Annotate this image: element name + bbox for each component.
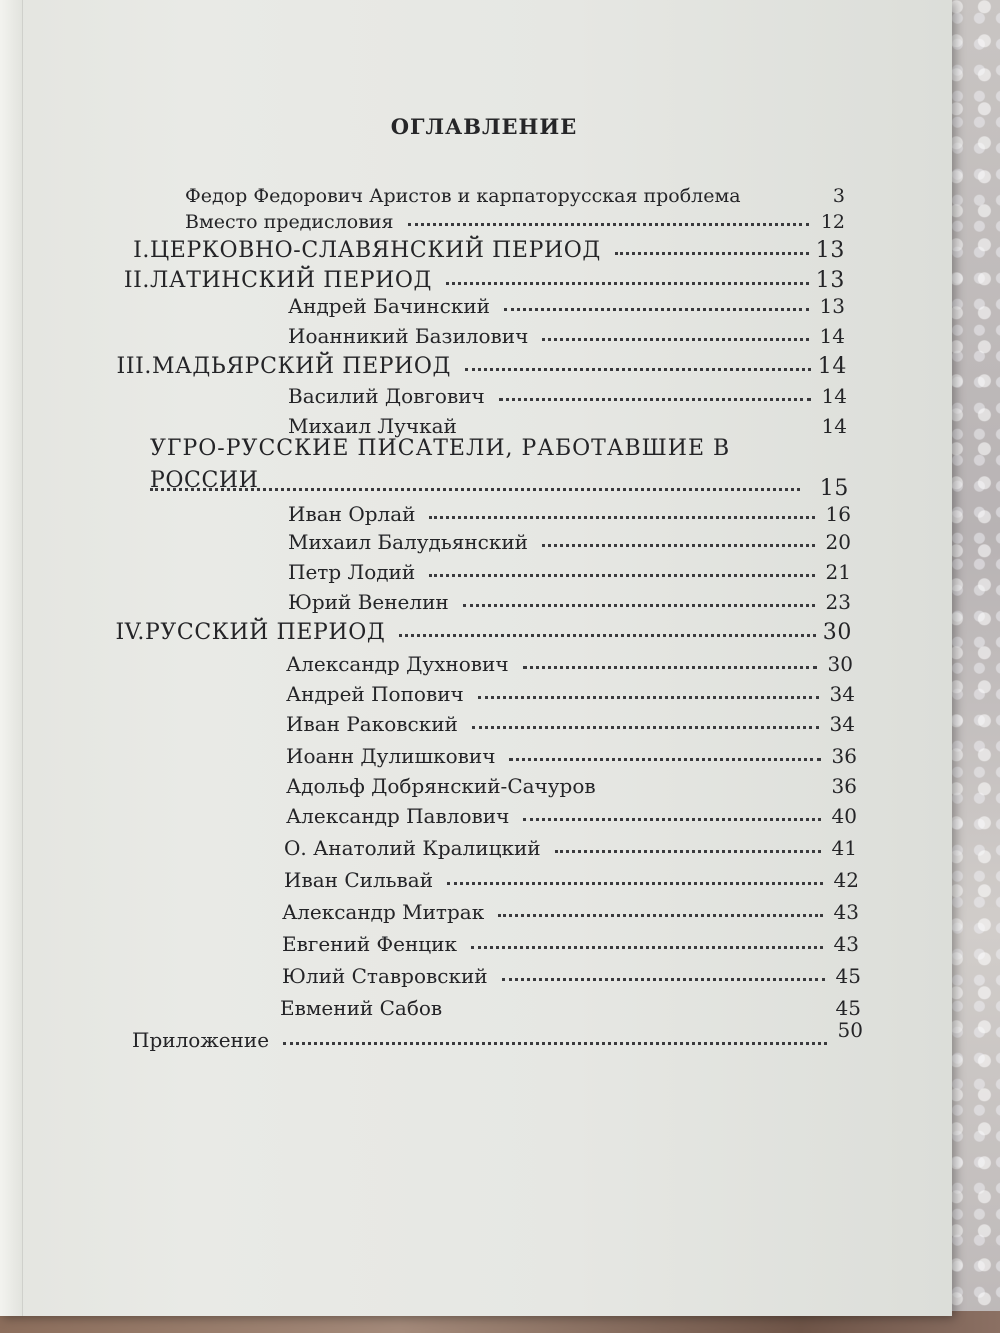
toc-entry-title: О. Анатолий Кралицкий	[284, 836, 541, 860]
toc-page-number: 36	[831, 744, 857, 768]
toc-entry-title: Федор Федорович Аристов и карпаторусская проблема	[185, 185, 741, 207]
toc-page-number: 34	[829, 682, 855, 706]
toc-entry-title: Александр Митрак	[282, 900, 485, 924]
toc-entry	[288, 290, 845, 318]
toc-page-number: 14	[817, 354, 847, 379]
toc-entry-title: Вместо предисловия	[185, 211, 394, 233]
toc-entry-title: Иоанникий Базилович	[288, 324, 529, 348]
toc-page-number: 13	[815, 268, 845, 293]
toc-entry-title: Андрей Бачинский	[288, 294, 490, 318]
toc-entry	[185, 180, 845, 207]
toc-entry	[288, 556, 851, 584]
toc-entry-title: Евмений Сабов	[280, 996, 443, 1020]
toc-page-number: 41	[831, 836, 857, 860]
toc-entry-title: ЛАТИНСКИЙ ПЕРИОД	[150, 268, 433, 293]
toc-section-number: IV.	[115, 620, 145, 645]
toc-entry	[284, 864, 859, 892]
toc-entry	[286, 648, 853, 676]
toc-entry	[288, 498, 851, 526]
toc-page-number: 20	[825, 530, 851, 554]
toc-entry	[288, 320, 845, 348]
toc-entry-title: Андрей Попович	[286, 682, 464, 706]
dot-leader	[610, 768, 821, 791]
dot-leader	[463, 584, 815, 607]
toc-page-number: 13	[815, 238, 845, 263]
toc-entry	[286, 800, 857, 828]
toc-entry-title: Александр Духнович	[286, 652, 509, 676]
toc-entry	[288, 526, 851, 554]
toc-page-number: 40	[831, 804, 857, 828]
toc-entry-title: Василий Довгович	[288, 384, 485, 408]
page-left-edge	[0, 0, 23, 1316]
toc-page-number: 21	[825, 560, 851, 584]
dot-leader	[399, 612, 816, 637]
toc-entry	[105, 614, 852, 645]
toc-section-number: II.	[123, 268, 150, 293]
dot-leader	[615, 230, 809, 255]
toc-entry	[130, 232, 845, 263]
toc-entry	[284, 832, 857, 860]
toc-entry-title: Александр Павлович	[286, 804, 510, 828]
toc-entry-title: Михаил Балудьянский	[288, 530, 529, 554]
dot-leader	[542, 524, 815, 547]
dot-leader	[429, 496, 815, 519]
toc-entry	[286, 770, 857, 798]
toc-entry-title: Михаил Лучкай	[288, 414, 457, 438]
dot-leader	[471, 926, 823, 949]
toc-entry	[282, 896, 859, 924]
toc-entry-title: ЦЕРКОВНО-СЛАВЯНСКИЙ ПЕРИОД	[150, 238, 601, 263]
dot-leader	[499, 378, 811, 401]
toc-entry	[286, 708, 855, 736]
dot-leader	[755, 178, 809, 200]
toc-page-number: 42	[833, 868, 859, 892]
toc-page-number: 13	[819, 294, 845, 318]
toc-page-number: 30	[822, 620, 852, 645]
toc-page-number: 30	[827, 652, 853, 676]
dot-leader	[523, 798, 821, 821]
dot-leader	[509, 738, 821, 761]
toc-entry	[288, 586, 851, 614]
toc-entry-title: Иоанн Дулишкович	[286, 744, 496, 768]
toc-page-number: 36	[831, 774, 857, 798]
toc-page-number: 3	[832, 185, 845, 207]
toc-entry-title: Юрий Венелин	[288, 590, 449, 614]
toc-entry-title: Адольф Добрянский-Сачуров	[286, 774, 596, 798]
dot-leader	[478, 676, 819, 699]
dot-leader	[456, 990, 825, 1013]
toc-entry	[286, 678, 855, 706]
toc-page-number: 12	[820, 211, 845, 233]
toc-page-number: 14	[821, 414, 847, 438]
toc-entry	[282, 960, 861, 988]
toc-section-number: III.	[116, 354, 152, 379]
toc-page-number: 34	[829, 712, 855, 736]
dot-leader	[471, 408, 811, 431]
toc-page-number: 43	[833, 900, 859, 924]
dot-leader	[429, 554, 815, 577]
dot-leader	[502, 958, 825, 981]
dot-leader	[283, 1022, 827, 1045]
toc-entry	[288, 380, 847, 408]
toc-page-number: 15	[819, 476, 849, 501]
toc-page-number: 23	[825, 590, 851, 614]
toc-page-number: 14	[821, 384, 847, 408]
toc-entry-title: МАДЬЯРСКИЙ ПЕРИОД	[152, 354, 452, 379]
toc-page-number: 14	[819, 324, 845, 348]
toc-page-number: 50	[837, 1018, 863, 1042]
toc-entry	[288, 410, 847, 438]
dot-leader	[472, 706, 819, 729]
dot-leader	[446, 260, 809, 285]
dot-leader	[447, 862, 823, 885]
toc-entry-title: РУССКИЙ ПЕРИОД	[145, 620, 386, 645]
dot-leader	[498, 894, 823, 917]
toc-entry	[132, 1018, 863, 1052]
toc-section-number: I.	[133, 238, 150, 263]
toc-entry-title: Приложение	[132, 1028, 270, 1052]
toc-entry	[185, 206, 845, 233]
toc-page-number: 16	[825, 502, 851, 526]
toc-page-number: 43	[833, 932, 859, 956]
toc-page-number: 45	[835, 996, 861, 1020]
toc-entry-title-line2: РОССИИ	[150, 468, 259, 493]
toc-entry	[112, 348, 847, 379]
toc-entry-title: Петр Лодий	[288, 560, 416, 584]
toc-entry-title: Юлий Ставровский	[282, 964, 488, 988]
toc-entry	[280, 992, 861, 1020]
dot-leader	[555, 830, 821, 853]
dot-leader	[465, 346, 811, 371]
toc-entry-title: Иван Раковский	[286, 712, 458, 736]
toc-entry-title-line1: УГРО-РУССКИЕ ПИСАТЕЛИ, РАБОТАВШИЕ В	[150, 436, 731, 461]
toc-title: ОГЛАВЛЕНИЕ	[390, 114, 578, 139]
dot-leader	[408, 204, 809, 226]
toc-page-number: 45	[835, 964, 861, 988]
toc-entry-title: Иван Орлай	[288, 502, 416, 526]
toc-entry-title: Евгений Фенцик	[282, 932, 457, 956]
toc-entry	[286, 740, 857, 768]
toc-entry-title: Иван Сильвай	[284, 868, 434, 892]
toc-entry	[282, 928, 859, 956]
show-through-text	[150, 1030, 910, 1230]
dot-leader	[523, 646, 817, 669]
dot-leader	[542, 318, 809, 341]
dot-leader	[504, 288, 809, 311]
dot-leader-wrapped	[150, 480, 800, 491]
